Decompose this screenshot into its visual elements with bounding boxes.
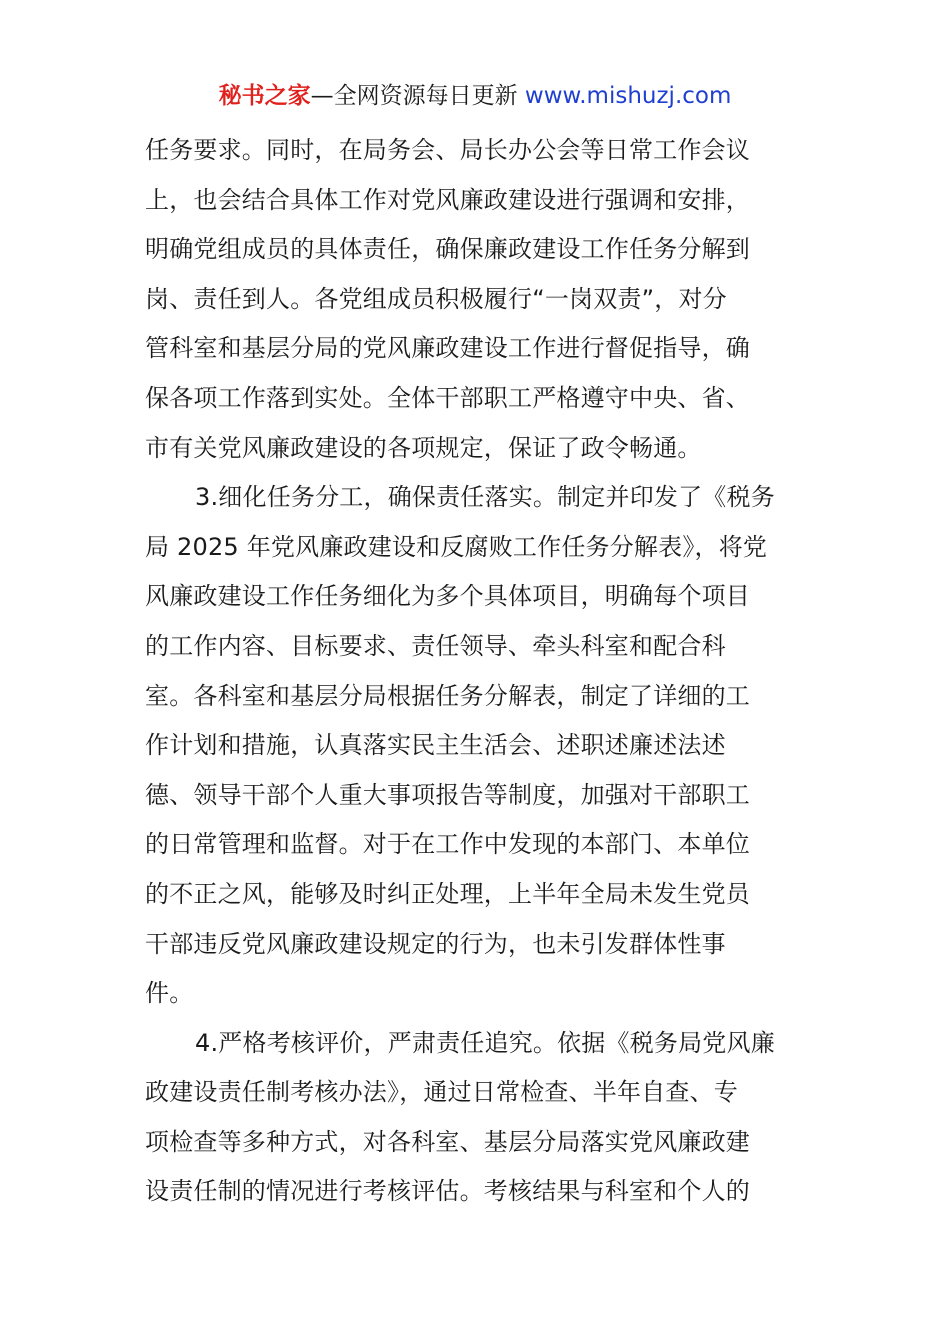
document-body [145, 126, 809, 1217]
text-line: 保各项工作落到实处。全体干部职工严格遵守中央、省、 [145, 383, 750, 412]
paragraph-4-first-line: 4.严格考核评价，严肃责任追究。依据《税务局党风廉 [195, 1028, 775, 1057]
text-line: 件。 [145, 979, 194, 1008]
text-line: 岗、责任到人。各党组成员积极履行“一岗双责”，对分 [145, 284, 727, 313]
text-line: 的工作内容、目标要求、责任领导、牵头科室和配合科 [145, 631, 726, 660]
text-line: 作计划和措施，认真落实民主生活会、述职述廉述法述 [145, 731, 726, 760]
text-line: 风廉政建设工作任务细化为多个具体项目，明确每个项目 [145, 582, 750, 611]
text-line: 干部违反党风廉政建设规定的行为，也未引发群体性事 [145, 929, 726, 958]
text-line: 局 2025 年党风廉政建设和反腐败工作任务分解表》，将党 [145, 532, 768, 561]
text-line: 德、领导干部个人重大事项报告等制度，加强对干部职工 [145, 780, 750, 809]
text-line: 政建设责任制考核办法》，通过日常检查、半年自查、专 [145, 1078, 738, 1107]
header-tagline: —全网资源每日更新 [310, 83, 518, 109]
site-url-link[interactable]: www.mishuzj.com [524, 83, 732, 109]
text-line: 明确党组成员的具体责任，确保廉政建设工作任务分解到 [145, 235, 750, 264]
text-line: 设责任制的情况进行考核评估。考核结果与科室和个人的 [145, 1177, 750, 1206]
text-line: 项检查等多种方式，对各科室、基层分局落实党风廉政建 [145, 1127, 750, 1156]
text-line: 任务要求。同时，在局务会、局长办公会等日常工作会议 [145, 136, 750, 164]
text-line: 的日常管理和监督。对于在工作中发现的本部门、本单位 [145, 830, 750, 859]
text-line: 管科室和基层分局的党风廉政建设工作进行督促指导，确 [145, 334, 750, 363]
text-line: 室。各科室和基层分局根据任务分解表，制定了详细的工 [145, 681, 750, 710]
text-line: 上，也会结合具体工作对党风廉政建设进行强调和安排， [145, 185, 750, 214]
text-line: 市有关党风廉政建设的各项规定，保证了政令畅通。 [145, 433, 702, 462]
page-header [0, 80, 950, 112]
text-line: 的不正之风，能够及时纠正处理，上半年全局未发生党员 [145, 879, 750, 908]
paragraph-3-first-line: 3.细化任务分工，确保责任落实。制定并印发了《税务 [195, 483, 775, 512]
brand-name: 秘书之家 [218, 83, 311, 109]
